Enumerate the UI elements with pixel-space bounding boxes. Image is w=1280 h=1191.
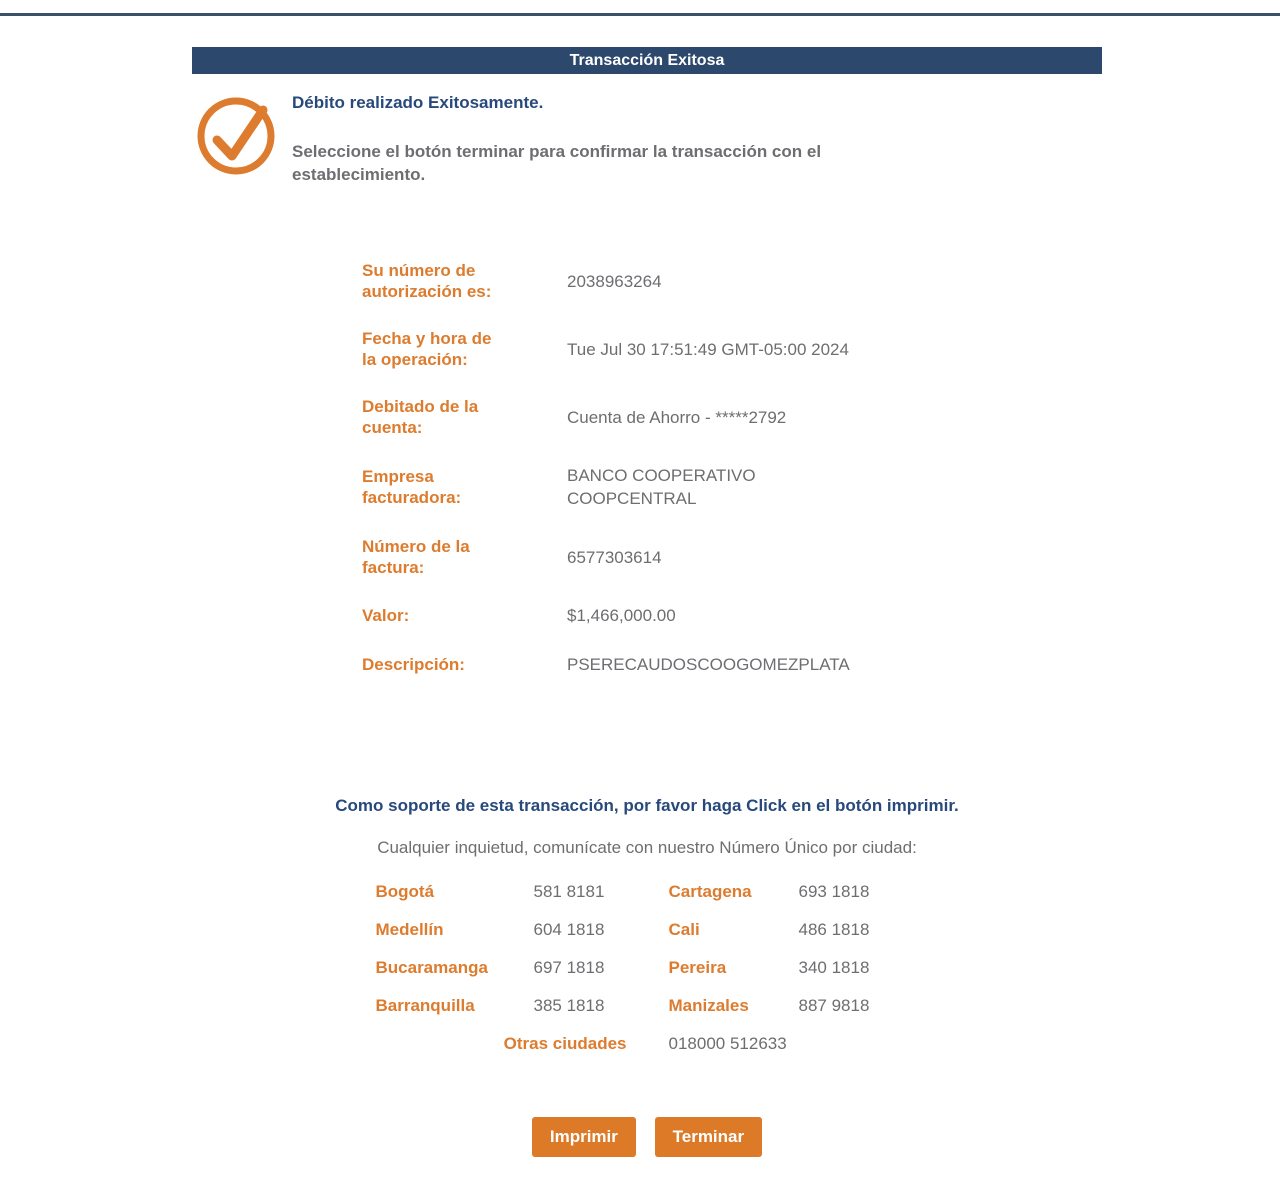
city-name: Medellín	[375, 920, 444, 939]
city-name: Manizales	[668, 996, 749, 1015]
city-phone-table	[376, 873, 919, 1063]
action-buttons	[192, 1117, 1102, 1157]
contact-note: Cualquier inquietud, comunícate con nuestro Número Único por ciudad:	[377, 838, 917, 857]
city-name: Pereira	[668, 958, 727, 977]
detail-value: Cuenta de Ahorro - *****2792	[567, 407, 787, 427]
phone-number: 581 8181	[533, 882, 605, 901]
success-heading: Débito realizado Exitosamente.	[292, 93, 544, 112]
success-instruction-line: Seleccione el botón terminar para confirmar la transacción con el	[292, 142, 822, 161]
detail-label: Valor:	[362, 606, 410, 625]
detail-value: $1,466,000.00	[567, 606, 676, 625]
terminar-button[interactable]: Terminar	[655, 1117, 763, 1157]
transaction-receipt	[192, 47, 1102, 1157]
status-banner: Transacción Exitosa	[192, 47, 1102, 74]
city-name: Bogotá	[375, 882, 435, 901]
other-cities-phone: 018000 512633	[668, 1034, 787, 1053]
detail-label: Descripción:	[362, 655, 465, 674]
detail-value: PSERECAUDOSCOOGOMEZPLATA	[567, 655, 850, 674]
city-name: Cali	[668, 920, 700, 939]
print-support-note: Como soporte de esta transacción, por favor haga Click en el botón imprimir.	[335, 796, 959, 815]
success-instruction-line: establecimiento.	[292, 165, 426, 184]
detail-row-authorization	[192, 260, 1102, 302]
detail-label: Debitado de la cuenta:	[362, 397, 479, 437]
success-message-text	[292, 92, 821, 186]
success-message	[192, 92, 1102, 186]
phone-number: 340 1818	[798, 958, 870, 977]
detail-row-description	[192, 653, 1102, 676]
detail-row-amount	[192, 604, 1102, 627]
city-name: Barranquilla	[375, 996, 475, 1015]
transaction-details	[192, 260, 1102, 676]
phone-number: 697 1818	[533, 958, 605, 977]
phone-number: 887 9818	[798, 996, 870, 1015]
detail-value: 2038963264	[567, 271, 662, 291]
success-instruction	[292, 140, 821, 186]
detail-label: Su número de autorización es:	[362, 261, 492, 301]
success-check-icon	[196, 96, 276, 176]
city-name: Cartagena	[668, 882, 752, 901]
imprimir-button[interactable]: Imprimir	[532, 1117, 636, 1157]
top-divider	[0, 13, 1280, 16]
detail-row-datetime	[192, 328, 1102, 370]
detail-row-invoice	[192, 536, 1102, 578]
phone-number: 604 1818	[533, 920, 605, 939]
detail-value: BANCO COOPERATIVO COOPCENTRAL	[567, 466, 756, 508]
detail-value: 6577303614	[567, 547, 662, 567]
detail-row-account	[192, 396, 1102, 438]
city-name: Bucaramanga	[375, 958, 488, 977]
detail-value: Tue Jul 30 17:51:49 GMT-05:00 2024	[567, 339, 849, 359]
phone-number: 486 1818	[798, 920, 870, 939]
detail-row-biller	[192, 464, 1102, 510]
detail-label: Empresa facturadora:	[362, 467, 462, 507]
phone-number: 385 1818	[533, 996, 605, 1015]
detail-label: Fecha y hora de la operación:	[362, 329, 492, 369]
detail-label: Número de la factura:	[362, 537, 470, 577]
phone-number: 693 1818	[798, 882, 870, 901]
other-cities-label: Otras ciudades	[503, 1034, 627, 1053]
